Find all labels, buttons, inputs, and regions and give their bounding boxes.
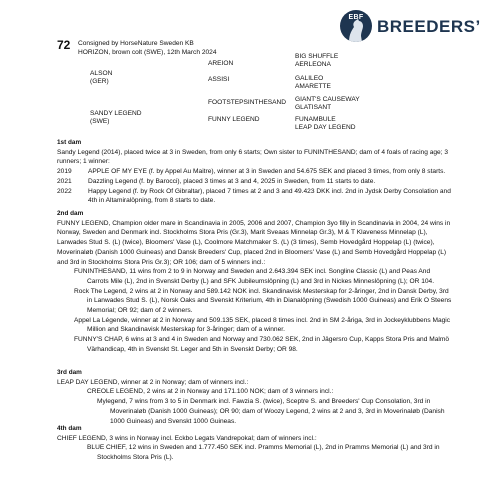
horse-head-icon: [340, 10, 372, 42]
pedigree-dd-dam: LEAP DAY LEGEND: [295, 124, 356, 131]
produce-entry: [57, 167, 452, 177]
pedigree-dam-sire: FOOTSTEPSINTHESAND: [208, 99, 287, 106]
foal-entry: FUNINTHESAND, 11 wins from 2 to 9 in Norway and Sweden and 2.643.394 SEK incl. Songline Classic (L) and Peas And Carrots Mile (L), 2nd in Svenskt Derby (L) and SFK Jubileumslöpning (L) and 3rd in Nickes Minneslöpning (L); OR 104.: [74, 268, 435, 285]
fourth-dam-section: [57, 424, 452, 463]
third-dam-main: LEAP DAY LEGEND, winner at 2 in Norway; dam of winners incl.:: [57, 378, 249, 386]
fourth-dam-child: BLUE CHIEF, 12 wins in Sweden and 1.777.450 SEK incl. Pramms Memorial (L), 2nd in Pramms Memorial (L) and 3rd in Stockholms Stora Pris (L).: [87, 444, 440, 462]
third-dam-heading: 3rd dam: [57, 369, 82, 376]
fourth-dam-heading: 4th dam: [57, 425, 82, 432]
horse-description: HORIZON, brown colt (SWE), 12th March 2024: [78, 49, 217, 56]
first-dam-intro: Sandy Legend (2014), placed twice at 3 in Sweden, from only 6 starts; Own sister to FUNINTHESAND; dam of 4 foals of racing age; 3 runners; 1 winner:: [57, 148, 449, 166]
pedigree-ds-dam: GLATISANT: [295, 104, 332, 111]
second-dam-main: FUNNY LEGEND, Champion older mare in Scandinavia in 2005, 2006 and 2007, Champion 3yo filly in Scandinavia in 2004, 24 wins in Norway, Sweden and Denmark incl. Stockholms Stora Pris (Gr.3), Marit Sveaas Minnelap Gr.3), M & T Klaveness Minnelap (L), Lanwades Stud S. (L) (twice), Bloomers' Vase (L), Coolmore Matchmaker S. (L) (3 times), Semb Hovedgård Hoppelap (L) (twice), Moverinaløb (Danish 1000 Guineas) and Dansk Breeders' Cup, placed 2nd in Bloomers' Vase (L) and Semb Hovedgård Hoppelap (L) and 3rd in Stockholms Stora Pris Gr.3); OR 106; dam of 5 winners incl.:: [57, 219, 451, 266]
pedigree-ds-sire: GIANT'S CAUSEWAY: [295, 96, 360, 103]
second-dam-section: [57, 209, 452, 355]
first-dam-section: [57, 138, 452, 206]
lot-number: 72: [57, 38, 71, 52]
first-dam-heading: 1st dam: [57, 139, 82, 146]
fourth-dam-main: CHIEF LEGEND, 3 wins in Norway incl. Eckbo Legats Vandrepokal; dam of winners incl.:: [57, 434, 317, 442]
ebf-breeders-logo: [340, 10, 481, 42]
produce-text: Dazzling Legend (f. by Barocci), placed 3 times at 3 and 4, 2025 in Sweden, from 11 starts to date.: [88, 177, 376, 185]
pedigree-ss-sire: BIG SHUFFLE: [295, 53, 339, 60]
pedigree-dd-sire: FUNAMBULE: [295, 116, 336, 123]
pedigree-sire: ALSON (GER): [90, 70, 113, 85]
produce-text: APPLE OF MY EYE (f. by Appel Au Maitre), winner at 3 in Sweden and 54.675 SEK and placed 3 times, from only 8 starts.: [88, 168, 446, 176]
pedigree-sd-dam: AMARETTE: [295, 83, 331, 90]
breeders-wordmark: BREEDERS’: [377, 17, 481, 36]
pedigree-dam-dam: FUNNY LEGEND: [208, 116, 260, 123]
pedigree-dam: SANDY LEGEND (SWE): [90, 110, 142, 125]
foal-entry: Appel La Légende, winner at 2 in Norway and 509.135 SEK, placed 8 times incl. 2nd in SM 2-åriga, 3rd in Jockeyklubbens Magic Million and Skandinavisk Mesterskap for 3-åringer; dam of a winner.: [74, 316, 451, 334]
produce-text: Happy Legend (f. by Rock Of Gibraltar), placed 7 times at 2 and 3 and 49.423 DKK incl. 2nd in Jydsk Derby Consolation and 4th in Altamiralöpning, from 8 starts to date.: [88, 187, 451, 205]
produce-year: 2021: [57, 177, 72, 185]
pedigree-sire-dam: ASSISI: [208, 76, 230, 83]
produce-year: 2019: [57, 168, 72, 176]
foal-entry: Rock The Legend, 2 wins at 2 in Norway and 589.142 NOK incl. Skandinavisk Mesterskap for 2-åringer, 2nd in Dansk Derby, 3rd in Lanwades Stud S. (L), Norsk Oaks and Svenskt Kriterium, 4th in Dianalöpning (Swedish 1000 Guineas) and Erik O Steens Memorial; OR 92; dam of 2 winners.: [74, 287, 452, 315]
produce-entry: [57, 187, 452, 206]
ebf-badge-text: EBF: [348, 14, 364, 21]
pedigree-sd-sire: GALILEO: [295, 75, 324, 82]
produce-entry: [57, 177, 452, 187]
third-dam-section: [57, 368, 452, 426]
consignor-line: Consigned by HorseNature Sweden KB: [78, 40, 194, 47]
foal-entry: FUNNY'S CHAP, 6 wins at 3 and 4 in Sweden and Norway and 730.062 SEK, 2nd in Jägersro Cup, Kapps Stora Pris and Malmö Värhandicap, 4th in Svenskt St. Leger and 5th in Svenskt Derby; OR 98.: [74, 336, 449, 353]
third-dam-grandchild: Mylegend, 7 wins from 3 to 5 in Denmark incl. Fawzia S. (twice), Sceptre S. and Breeders' Cup Consolation, 3rd in Moverinaløb (Danish 1000 Guineas); OR 90; dam of Woozy Legend, 2 wins at 2 and 3, 3rd in Moverinaløb (Danish 1000 Guineas) and Svenskt 1000 Guineas.: [97, 398, 445, 425]
pedigree-sire-sire: AREION: [208, 60, 234, 67]
second-dam-heading: 2nd dam: [57, 210, 84, 217]
third-dam-child: CREOLE LEGEND, 2 wins at 2 in Norway and 171.100 NOK; dam of 3 winners incl.:: [87, 388, 334, 396]
produce-year: 2022: [57, 187, 72, 195]
pedigree-ss-dam: AERLEONA: [295, 61, 331, 68]
